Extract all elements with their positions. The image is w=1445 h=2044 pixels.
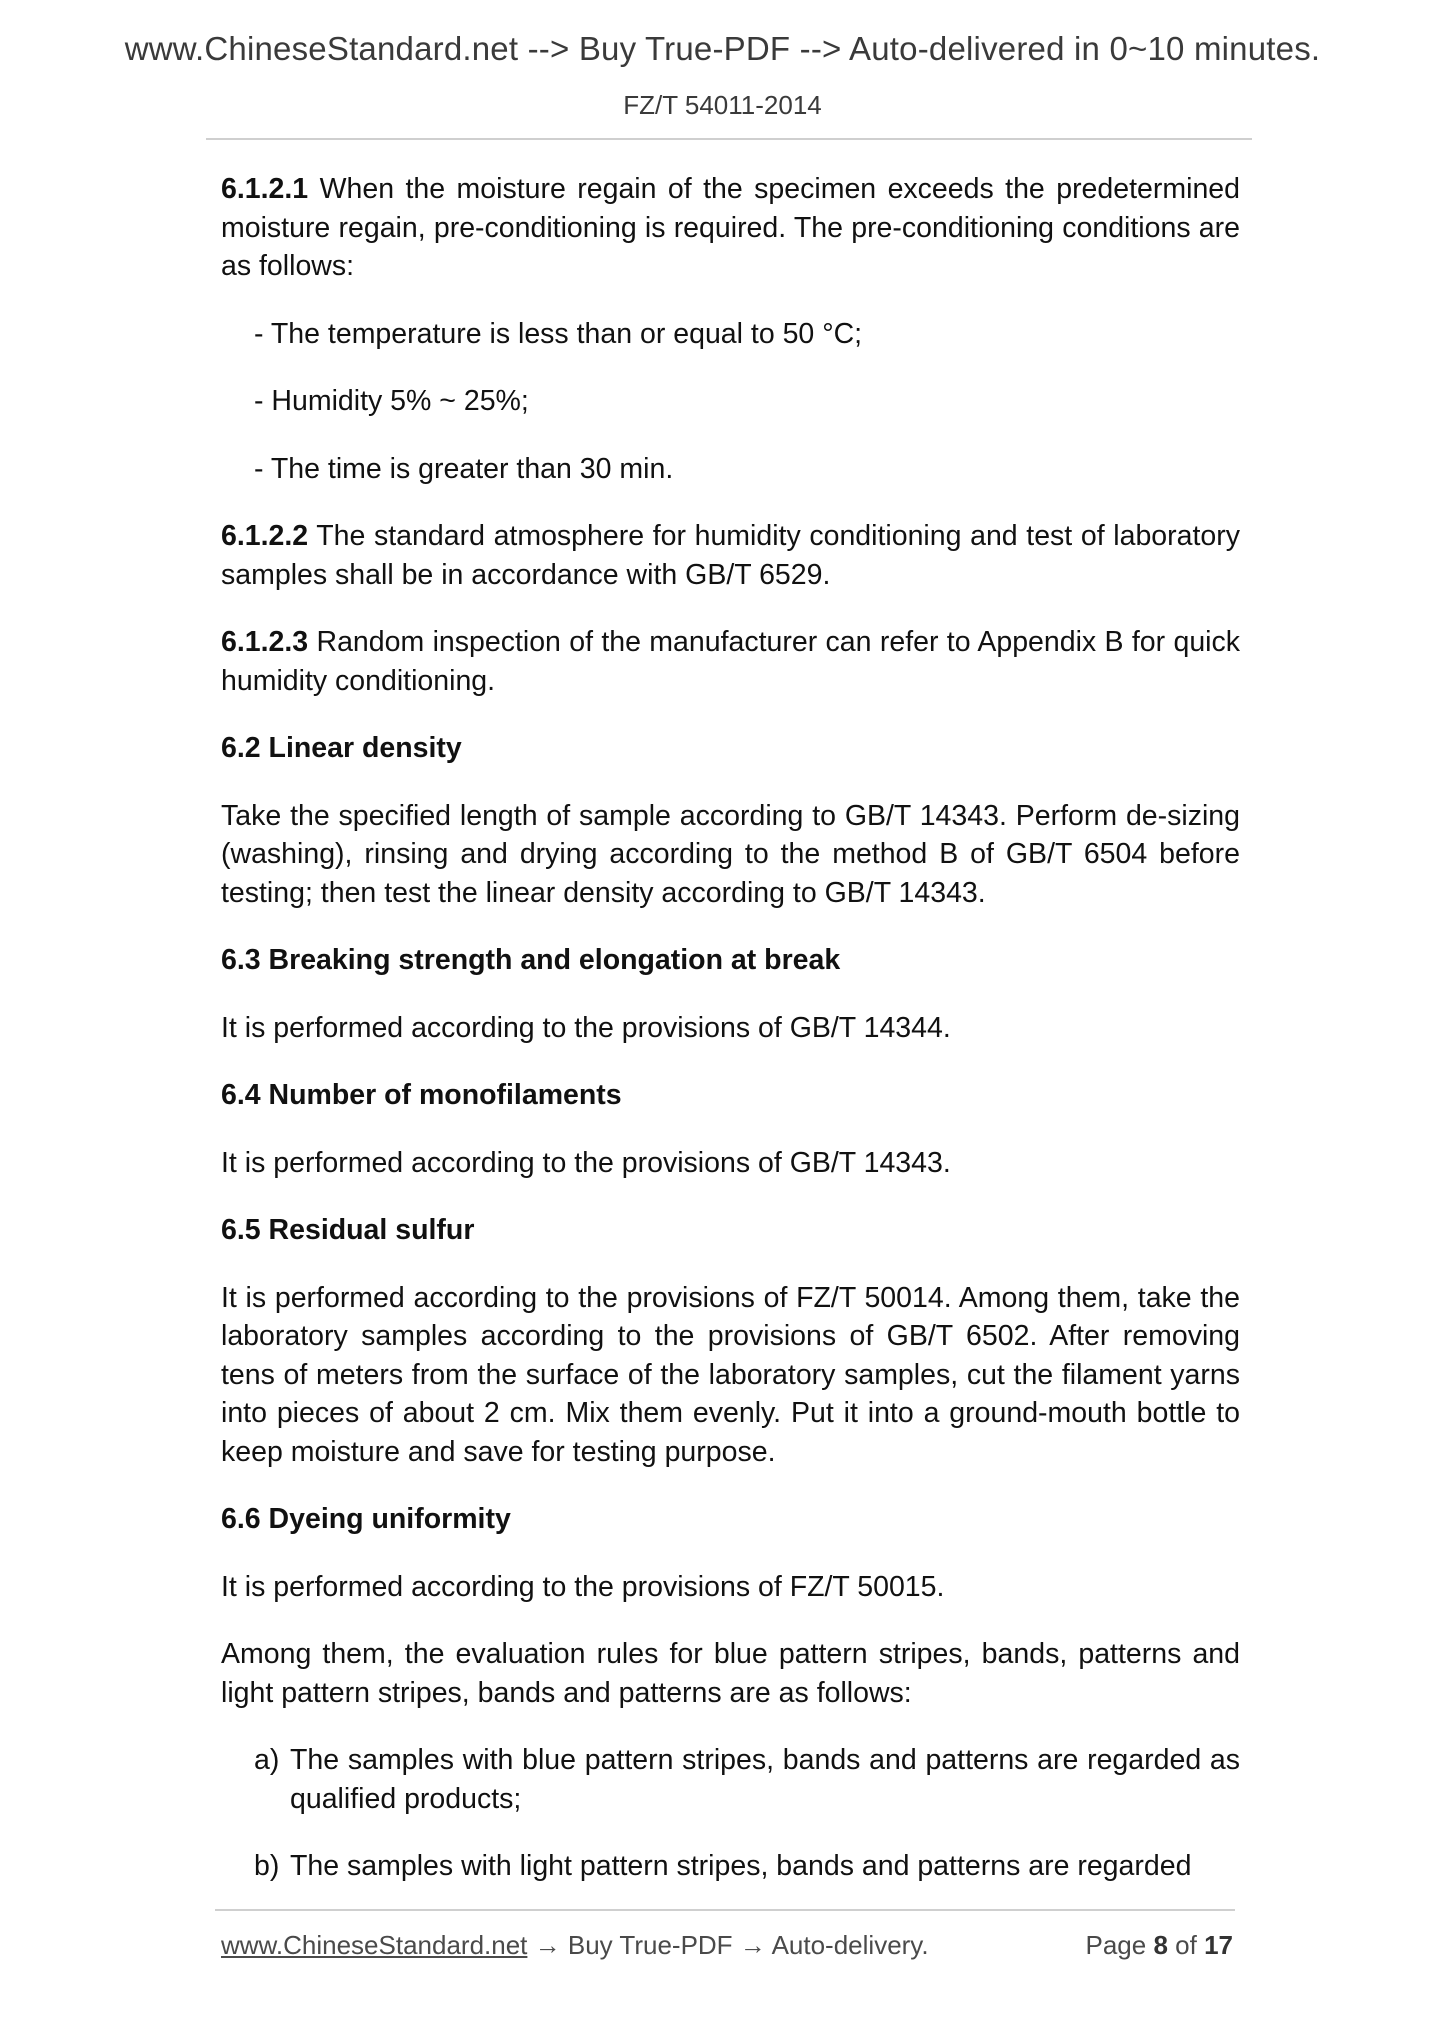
site-link[interactable]: www.ChineseStandard.net	[221, 1930, 528, 1960]
list-item-b	[221, 1847, 1240, 1886]
paragraph-6-6-rules: Among them, the evaluation rules for blue pattern stripes, bands, patterns and light pattern stripes, bands and patterns are as follows:	[221, 1638, 1240, 1709]
page-of: of	[1175, 1930, 1197, 1960]
list-marker: a)	[254, 1744, 280, 1776]
clause-text: When the moisture regain of the specimen exceeds the predetermined moisture regain, pre-conditioning is required. The pre-conditioning conditions are as follows:	[221, 173, 1240, 282]
paragraph-6-6: It is performed according to the provisions of FZ/T 50015.	[221, 1570, 945, 1603]
footer-left	[221, 1930, 929, 1961]
clause-number: 6.1.2.3	[221, 626, 309, 658]
page-indicator	[1085, 1930, 1233, 1961]
condition-humidity: - Humidity 5% ~ 25%;	[254, 385, 529, 417]
standard-code: FZ/T 54011-2014	[623, 90, 822, 120]
list-marker: b)	[254, 1850, 280, 1882]
heading-6-5: 6.5 Residual sulfur	[221, 1214, 475, 1246]
footer-tagline: → Buy True-PDF → Auto-delivery.	[527, 1930, 929, 1960]
clause-6-1-2-1	[221, 170, 1240, 286]
page-total: 17	[1204, 1930, 1233, 1960]
condition-temperature: - The temperature is less than or equal to 50 °C;	[254, 317, 863, 350]
clause-number: 6.1.2.2	[221, 520, 309, 552]
paragraph-6-2: Take the specified length of sample according to GB/T 14343. Perform de-sizing (washing), rinsing and drying according to the method B of GB/T 6504 before testing; then test the linear density according to GB/T 14343.	[221, 799, 1240, 909]
page-current: 8	[1153, 1930, 1168, 1960]
clause-text: Random inspection of the manufacturer can refer to Appendix B for quick humidity conditioning.	[221, 626, 1240, 697]
page-footer	[221, 1930, 1233, 1961]
paragraph-6-3: It is performed according to the provisions of GB/T 14344.	[221, 1011, 951, 1044]
footer-divider	[215, 1909, 1235, 1911]
clause-6-1-2-3	[221, 623, 1240, 700]
list-item-a	[221, 1741, 1240, 1818]
heading-6-2: 6.2 Linear density	[221, 732, 462, 764]
clause-6-1-2-2	[221, 517, 1240, 594]
condition-time: - The time is greater than 30 min.	[254, 452, 674, 485]
list-text: The samples with light pattern stripes, bands and patterns are regarded	[290, 1850, 1192, 1882]
paragraph-6-4: It is performed according to the provisions of GB/T 14343.	[221, 1146, 951, 1179]
clause-text: The standard atmosphere for humidity conditioning and test of laboratory samples shall be in accordance with GB/T 6529.	[221, 520, 1240, 591]
header-divider	[206, 138, 1252, 140]
clause-number: 6.1.2.1	[221, 173, 309, 205]
heading-6-4: 6.4 Number of monofilaments	[221, 1079, 622, 1111]
document-body	[221, 170, 1240, 1915]
page-label: Page	[1085, 1930, 1147, 1960]
list-text: The samples with blue pattern stripes, bands and patterns are regarded as qualified products;	[290, 1744, 1240, 1815]
paragraph-6-5: It is performed according to the provisions of FZ/T 50014. Among them, take the laboratory samples according to the provisions of GB/T 6502. After removing tens of meters from the surface of the laboratory samples, cut the filament yarns into pieces of about 2 cm. Mix them evenly. Put it into a ground-mouth bottle to keep moisture and save for testing purpose.	[221, 1281, 1240, 1468]
heading-6-3: 6.3 Breaking strength and elongation at break	[221, 944, 841, 976]
heading-6-6: 6.6 Dyeing uniformity	[221, 1503, 511, 1535]
site-banner: www.ChineseStandard.net --> Buy True-PDF --> Auto-delivered in 0~10 minutes.	[124, 30, 1321, 67]
